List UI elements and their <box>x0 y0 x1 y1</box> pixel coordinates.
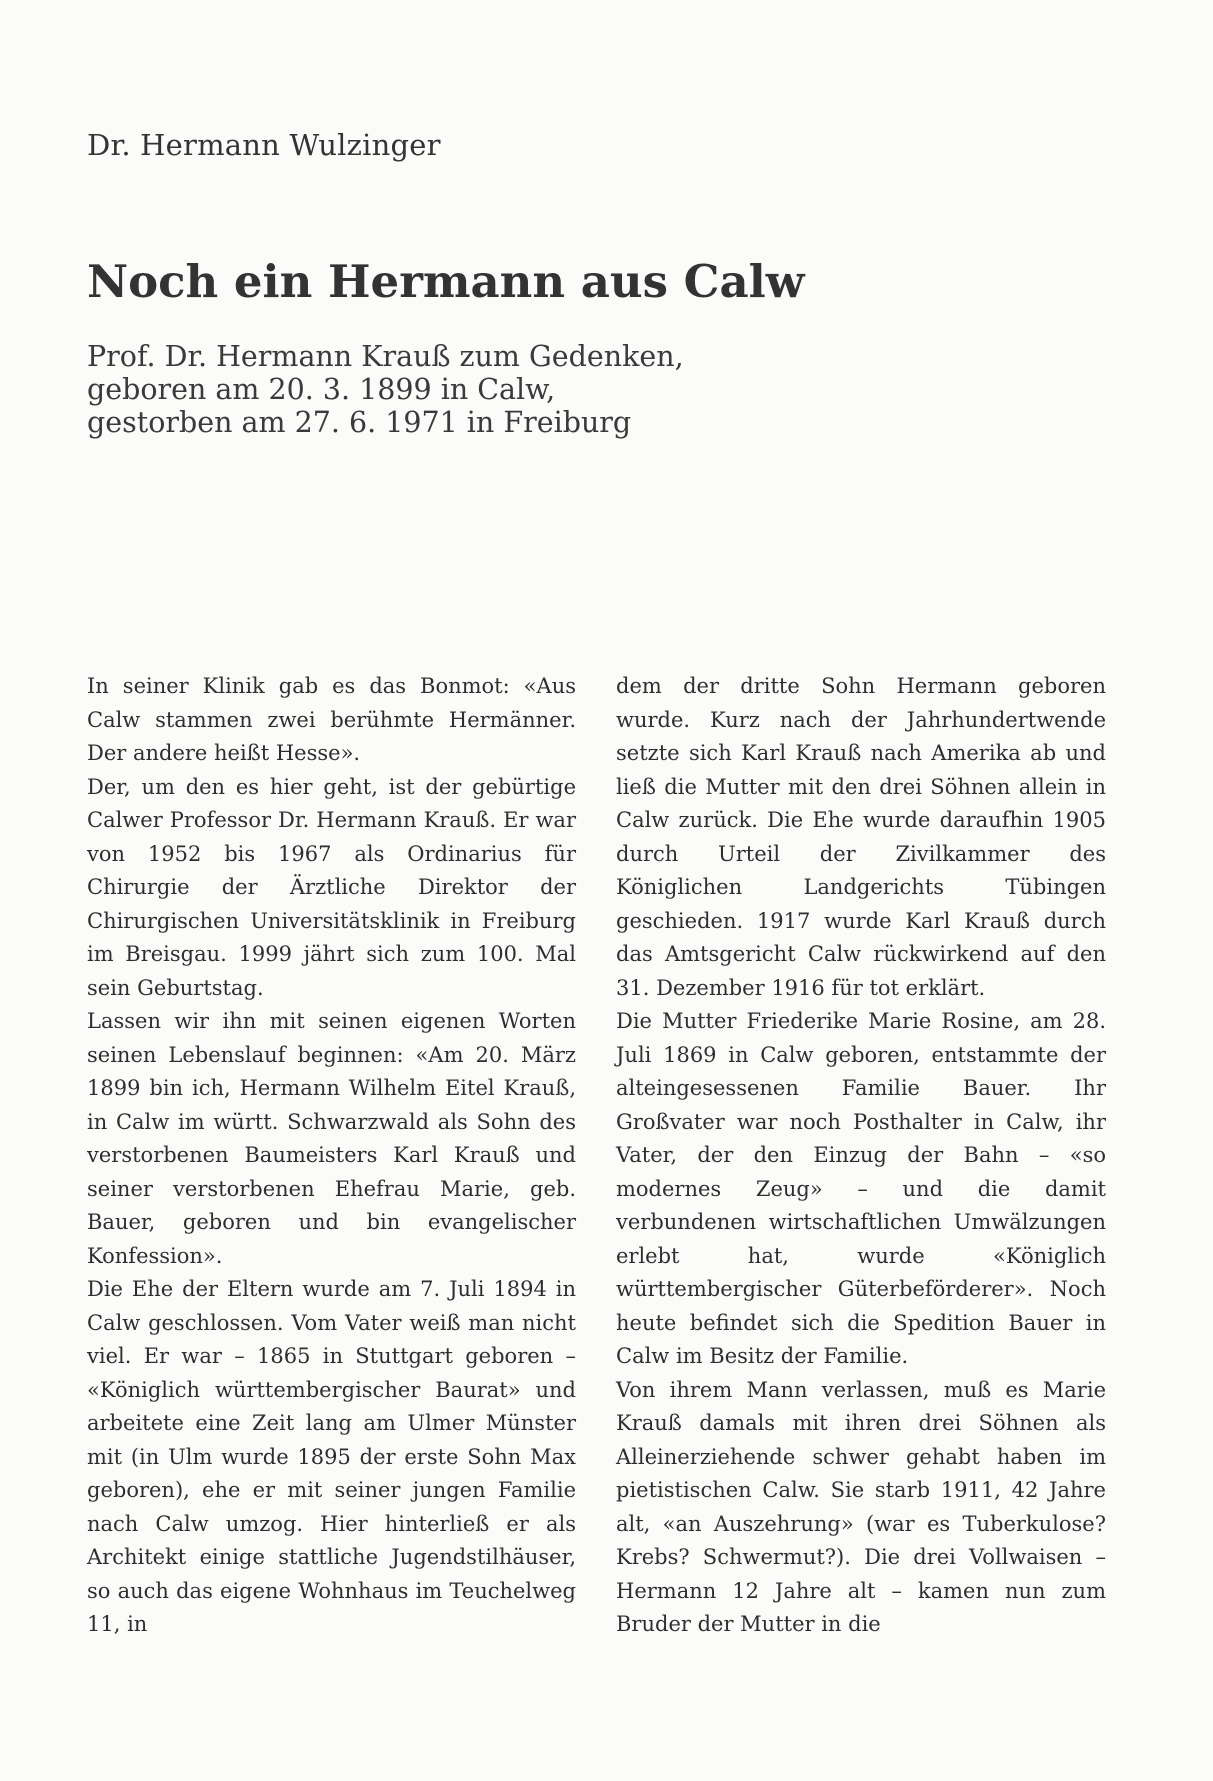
right-text-column <box>616 670 1106 1642</box>
subtitle-line: Prof. Dr. Hermann Krauß zum Gedenken, <box>87 340 684 373</box>
article-title: Noch ein Hermann aus Calw <box>87 255 805 308</box>
paragraph: In seiner Klinik gab es das Bonmot: «Aus Calw stammen zwei berühmte Hermänner. Der andere heißt Hesse». <box>87 674 576 765</box>
paragraph: dem der dritte Sohn Hermann geboren wurde. Kurz nach der Jahrhundertwende setzte sich Karl Krauß nach Amerika ab und ließ die Mutter mit den drei Söhnen allein in Calw zurück. Die Ehe wurde daraufhin 1905 durch Urteil der Zivilkammer des Königlichen Landgerichts Tübingen geschieden. 1917 wurde Karl Krauß durch das Amtsgericht Calw rückwirkend auf den 31. Dezember 1916 für tot erklärt. <box>616 674 1106 1000</box>
paragraph: Lassen wir ihn mit seinen eigenen Worten seinen Lebenslauf beginnen: «Am 20. März 1899 bin ich, Hermann Wilhelm Eitel Krauß, in Calw im württ. Schwarzwald als Sohn des verstorbenen Baumeisters Karl Krauß und seiner verstorbenen Ehefrau Marie, geb. Bauer, geboren und bin evangelischer Konfession». <box>87 1009 576 1268</box>
running-header-author: Dr. Hermann Wulzinger <box>87 128 441 162</box>
paragraph: Die Mutter Friederike Marie Rosine, am 28. Juli 1869 in Calw geboren, entstammte der alteingesessenen Familie Bauer. Ihr Großvater war noch Posthalter in Calw, ihr Vater, der den Einzug der Bahn – «so modernes Zeug» – und die damit verbundenen wirtschaftlichen Umwälzungen erlebt hat, wurde «Königlich württembergischer Güterbeförderer». Noch heute befindet sich die Spedition Bauer in Calw im Besitz der Familie. <box>616 1009 1106 1368</box>
left-text-column <box>87 670 576 1642</box>
article-subtitle <box>87 340 684 439</box>
paragraph: Von ihrem Mann verlassen, muß es Marie Krauß damals mit ihren drei Söhnen als Alleinerziehende schwer gehabt haben im pietistischen Calw. Sie starb 1911, 42 Jahre alt, «an Auszehrung» (war es Tuberkulose? Krebs? Schwermut?). Die drei Vollwaisen – Hermann 12 Jahre alt – kamen nun zum Bruder der Mutter in die <box>616 1377 1106 1636</box>
subtitle-line: gestorben am 27. 6. 1971 in Freiburg <box>87 406 632 439</box>
subtitle-line: geboren am 20. 3. 1899 in Calw, <box>87 373 556 406</box>
paragraph: Der, um den es hier geht, ist der gebürtige Calwer Professor Dr. Hermann Krauß. Er war von 1952 bis 1967 als Ordinarius für Chirurgie der Ärztliche Direktor der Chirurgischen Universitätsklinik in Freiburg im Breisgau. 1999 jährt sich zum 100. Mal sein Geburtstag. <box>87 774 576 1000</box>
paragraph: Die Ehe der Eltern wurde am 7. Juli 1894 in Calw geschlossen. Vom Vater weiß man nicht viel. Er war – 1865 in Stuttgart geboren – «Königlich württembergischer Baurat» und arbeitete eine Zeit lang am Ulmer Münster mit (in Ulm wurde 1895 der erste Sohn Max geboren), ehe er mit seiner jungen Familie nach Calw umzog. Hier hinterließ er als Architekt einige stattliche Jugendstilhäuser, so auch das eigene Wohnhaus im Teuchelweg 11, in <box>87 1277 576 1636</box>
